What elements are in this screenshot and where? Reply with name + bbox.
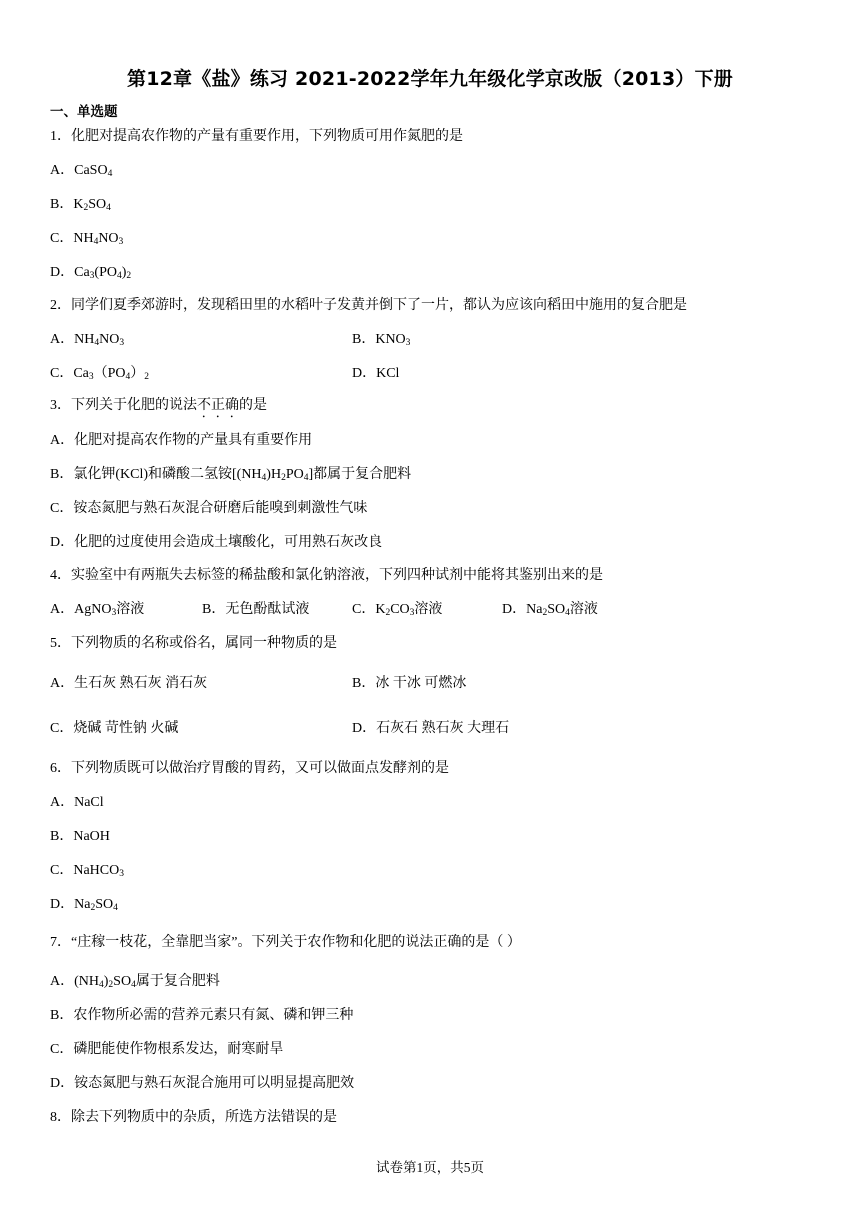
question-3-stem: 3．下列关于化肥的说法不正确的是 bbox=[50, 398, 267, 413]
question-5-option-c[interactable]: C．烧碱 苛性钠 火碱 bbox=[50, 721, 179, 736]
page-footer: 试卷第1页，共5页 bbox=[376, 1160, 484, 1175]
page-title: 第12章《盐》练习 2021-2022学年九年级化学京改版（2013）下册 bbox=[127, 68, 733, 90]
question-2-stem: 2．同学们夏季郊游时，发现稻田里的水稻叶子发黄并倒下了一片，都认为应该向稻田中施用的复合肥是 bbox=[50, 298, 687, 313]
question-3-option-d[interactable]: D．化肥的过度使用会造成土壤酸化，可用熟石灰改良 bbox=[50, 535, 383, 550]
question-5-option-d[interactable]: D．石灰石 熟石灰 大理石 bbox=[352, 721, 510, 736]
question-6-option-a[interactable]: A．NaCl bbox=[50, 795, 104, 810]
question-2-option-a[interactable]: A．$NH_4NO_3$ bbox=[50, 332, 125, 348]
question-1-option-b[interactable]: B．$K_2SO_4$ bbox=[50, 197, 111, 213]
question-4-option-a[interactable]: A．AgNO$_3$溶液 bbox=[50, 602, 145, 618]
question-2-option-b[interactable]: B．$KNO_3$ bbox=[352, 332, 411, 348]
question-7-option-b[interactable]: B．农作物所必需的营养元素只有氮、磷和钾三种 bbox=[50, 1008, 354, 1023]
question-1-option-a[interactable]: A．CaSO$_4$ bbox=[50, 163, 113, 179]
question-6-option-b[interactable]: B．NaOH bbox=[50, 829, 110, 844]
question-3-option-a[interactable]: A．化肥对提高农作物的产量具有重要作用 bbox=[50, 433, 313, 448]
question-8-stem: 8．除去下列物质中的杂质，所选方法错误的是 bbox=[50, 1110, 337, 1125]
question-1-option-d[interactable]: D．$Ca_3(PO_4)_2$ bbox=[50, 265, 132, 281]
section-heading: 一、单选题 bbox=[50, 104, 118, 120]
question-7-option-c[interactable]: C．磷肥能使作物根系发达，耐寒耐旱 bbox=[50, 1042, 284, 1057]
question-5-option-b[interactable]: B．冰 干冰 可燃冰 bbox=[352, 676, 467, 691]
emphasis-mark: 不正确 bbox=[197, 398, 239, 413]
question-5-option-a[interactable]: A．生石灰 熟石灰 消石灰 bbox=[50, 676, 208, 691]
question-3-option-c[interactable]: C．铵态氮肥与熟石灰混合研磨后能嗅到刺激性气味 bbox=[50, 501, 368, 516]
question-4-option-d[interactable]: D．$Na_2SO_4$溶液 bbox=[502, 602, 598, 618]
question-1-option-c[interactable]: C．$NH_4NO_3$ bbox=[50, 231, 124, 247]
question-2-option-c[interactable]: C．$Ca_3(PO_4)_2$ bbox=[50, 366, 150, 382]
question-7-option-a[interactable]: A．$(NH_4)_2SO_4$属于复合肥料 bbox=[50, 974, 220, 990]
question-7-stem: 7．“庄稼一枝花，全靠肥当家”。下列关于农作物和化肥的说法正确的是（ ） bbox=[50, 935, 521, 950]
question-4-option-c[interactable]: C．$K_2CO_3$溶液 bbox=[352, 602, 443, 618]
question-1-stem: 1．化肥对提高农作物的产量有重要作用，下列物质可用作氮肥的是 bbox=[50, 129, 463, 144]
question-5-stem: 5．下列物质的名称或俗名，属同一种物质的是 bbox=[50, 636, 337, 651]
question-2-option-d[interactable]: D．KCl bbox=[352, 366, 400, 381]
question-7-option-d[interactable]: D．铵态氮肥与熟石灰混合施用可以明显提高肥效 bbox=[50, 1076, 355, 1091]
question-6-stem: 6．下列物质既可以做治疗胃酸的胃药，又可以做面点发酵剂的是 bbox=[50, 761, 449, 776]
question-6-option-d[interactable]: D．$Na_2SO_4$ bbox=[50, 897, 118, 913]
question-3-option-b[interactable]: B．氯化钾(KCl)和磷酸二氢铵$[(NH_4)H_2PO_4]$都属于复合肥料 bbox=[50, 467, 412, 483]
question-6-option-c[interactable]: C．NaHCO$_3$ bbox=[50, 863, 124, 879]
question-4-option-b[interactable]: B．无色酚酞试液 bbox=[202, 602, 310, 617]
question-4-stem: 4．实验室中有两瓶失去标签的稀盐酸和氯化钠溶液，下列四种试剂中能将其鉴别出来的是 bbox=[50, 568, 603, 583]
